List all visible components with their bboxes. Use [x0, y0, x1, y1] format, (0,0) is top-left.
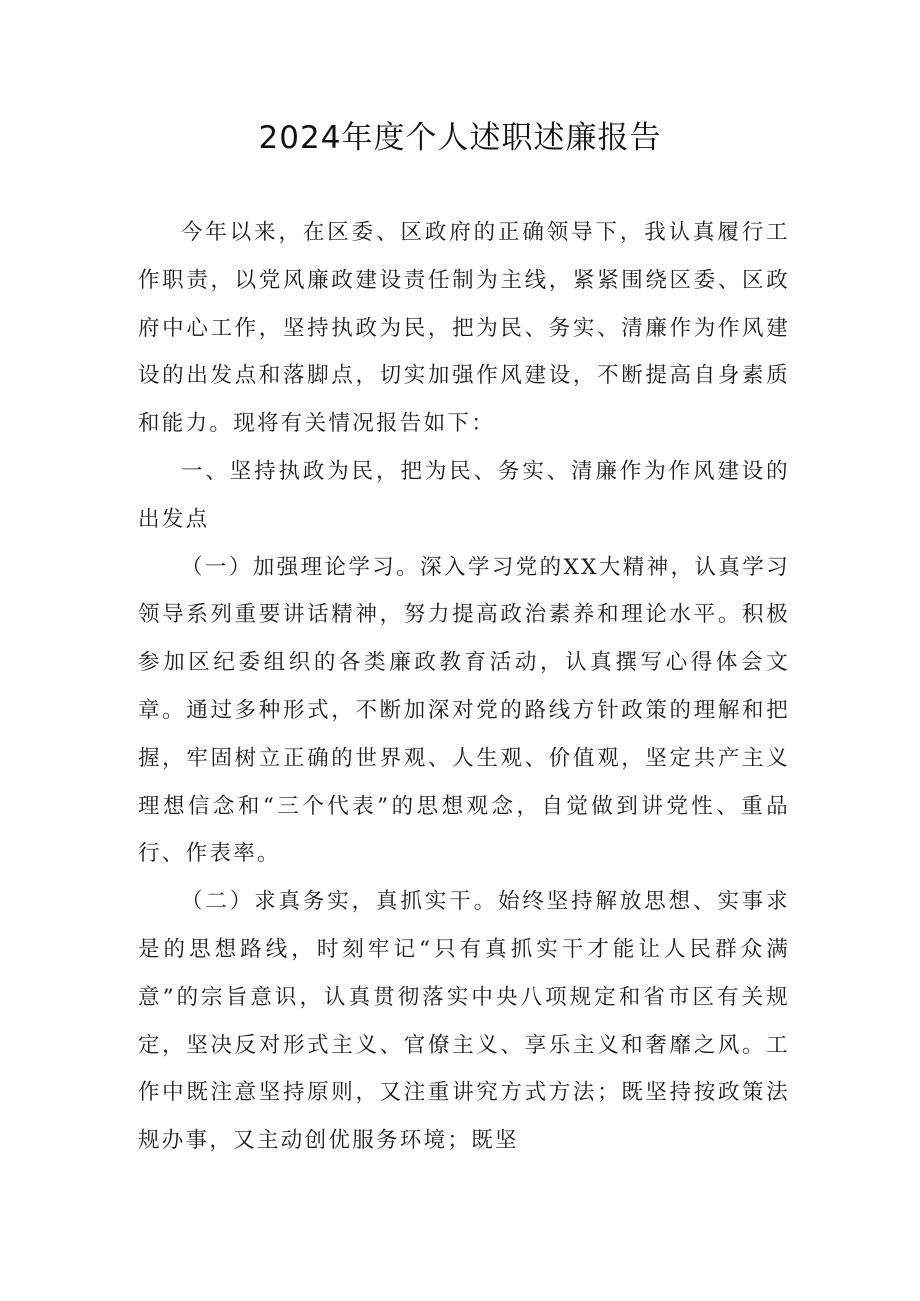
paragraph-intro: 今年以来，在区委、区政府的正确领导下，我认真履行工作职责，以党风廉政建设责任制为主线，紧紧围绕区委、区政府中心工作，坚持执政为民，把为民、务实、清廉作为作风建设的出发点和落脚点，切实加强作风建设，不断提高自身素质和能力。现将有关情况报告如下： [138, 220, 790, 437]
paragraph-theory-study: （一）加强理论学习。深入学习党的XX大精神，认真学习领导系列重要讲话精神，努力提高政治素养和理论水平。积极参加区纪委组织的各类廉政教育活动，认真撰写心得体会文章。通过多种形式，不断加深对党的路线方针政策的理解和把握，牢固树立正确的世界观、人生观、价值观，坚定共产主义理想信念和“三个代表”的思想观念，自觉做到讲党性、重品行、作表率。 [138, 554, 790, 867]
document-title: 2024年度个人述职述廉报告 [258, 120, 662, 156]
paragraph-pragmatic-work: （二）求真务实，真抓实干。始终坚持解放思想、实事求是的思想路线，时刻牢记“只有真抓实干才能让人民群众满意”的宗旨意识，认真贯彻落实中央八项规定和省市区有关规定，坚决反对形式主义、官僚主义、享乐主义和奢靡之风。工作中既注意坚持原则，又注重讲究方式方法；既坚持按政策法规办事，又主动创优服务环境；既坚 [138, 889, 790, 1154]
document-body [138, 209, 790, 1165]
section-heading-1: 一、坚持执政为民，把为民、务实、清廉作为作风建设的出发点 [138, 458, 790, 532]
